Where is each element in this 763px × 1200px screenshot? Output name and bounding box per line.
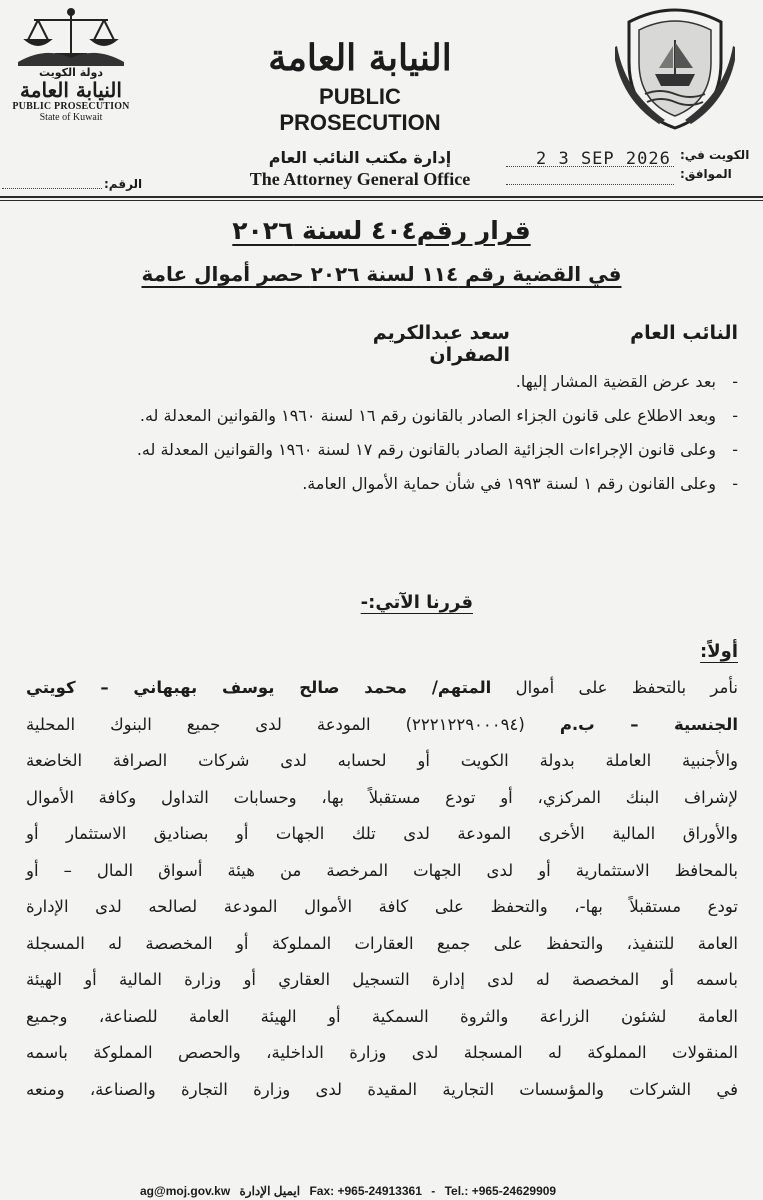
recital-item (60, 470, 738, 498)
date-line-2 (506, 184, 674, 185)
bullet-dash: - (732, 372, 738, 391)
body-text-plain: بالمحافظ الاستثمارية أو لدى الجهات المرخصة من هيئة أسواق المال – أو (26, 860, 738, 880)
recital-item (60, 402, 738, 430)
body-line (26, 999, 738, 1036)
body-text-plain: نأمر بالتحفظ على أموال (491, 678, 738, 697)
english-title: PUBLIC PROSECUTION (279, 84, 441, 135)
footer-email-label: ايميل الإدارة (239, 1184, 301, 1198)
recitals-list (60, 368, 738, 504)
corresponding-date-label: الموافق: (680, 167, 732, 181)
accused-name: المتهم/ محمد صالح يوسف بهبهاني – كويتي (26, 678, 492, 697)
footer-fax: Fax: +965-24913361 (309, 1184, 422, 1198)
accused-nationality: الجنسية – ب.م (559, 714, 738, 734)
kuwait-emblem-icon (615, 2, 735, 132)
body-text-plain: العامة للتنفيذ، والتحفظ على جميع العقارات المملوكة أو المخصصة له المسجلة (26, 933, 738, 953)
english-office: The Attorney General Office (249, 169, 471, 189)
recital-item (60, 436, 738, 464)
attorney-general-name: سعد عبدالكريم الصفران (372, 322, 510, 366)
body-line (26, 889, 738, 926)
body-text-plain: المنقولات المملوكة له المسجلة لدى وزارة الداخلية، والحصص المملوكة باسمه (26, 1043, 738, 1062)
body-line (26, 743, 738, 780)
body-line (26, 1035, 738, 1072)
bullet-dash: - (732, 406, 738, 425)
reference-line (2, 188, 102, 189)
bullet-dash: - (732, 474, 738, 493)
date-stamp: 2 3 SEP 2026 (536, 149, 671, 169)
logo-state-label: State of Kuwait (39, 112, 103, 123)
header-rule (0, 196, 763, 198)
body-text-plain: في الشركات والمؤسسات التجارية المقيدة لدى وزارة التجارة والصناعة، ومنعه (26, 1079, 738, 1099)
body-text-plain: (٢٢٢١٢٢٩٠٠٠٩٤) المودعة لدى جميع البنوك المحلية (26, 714, 560, 734)
footer-email[interactable]: ag@moj.gov.kw (140, 1184, 231, 1198)
body-line (26, 1072, 738, 1109)
recital-text: بعد عرض القضية المشار إليها. (515, 372, 716, 391)
reference-label: الرقم: (104, 177, 143, 191)
header-rule-thin (0, 200, 763, 201)
logo-english-label: PUBLIC PROSECUTION (12, 101, 130, 112)
body-text-plain: العامة لشئون الزراعة والثروة السمكية أو الهيئة العامة للصناعة، وجميع (26, 1006, 738, 1026)
arabic-title: النيابة العامة (268, 37, 452, 79)
body-text-plain: والأجنبية العاملة بدولة الكويت أو لحسابه لدى شركات الصرافة الخاضعة (26, 751, 738, 770)
letterhead-center (240, 36, 480, 190)
prosecution-logo (6, 6, 136, 156)
decision-body (26, 670, 738, 1108)
body-text-plain: والأوراق المالية الأخرى المودعة لدى تلك الجهات أو بصناديق الاستثمار أو (26, 824, 738, 843)
body-line (26, 707, 738, 744)
recital-text: وعلى قانون الإجراءات الجزائية الصادر بالقانون رقم ١٧ لسنة ١٩٦٠ والقوانين المعدلة له. (136, 440, 716, 459)
recital-item (60, 368, 738, 396)
body-line (26, 816, 738, 853)
body-line (26, 962, 738, 999)
logo-country-label: دولة الكويت (38, 66, 104, 79)
body-line (26, 853, 738, 890)
first-heading: أولاً: (700, 641, 738, 662)
footer-separator: - (431, 1184, 436, 1198)
decided-heading: قررنا الآتي:- (360, 592, 473, 613)
arabic-office: إدارة مكتب النائب العام (268, 148, 452, 167)
footer-tel: Tel.: +965-24629909 (444, 1184, 557, 1198)
attorney-general-title: النائب العام (630, 322, 738, 344)
recital-text: وعلى القانون رقم ١ لسنة ١٩٩٣ في شأن حماية الأموال العامة. (302, 474, 716, 493)
recital-text: وبعد الاطلاع على قانون الجزاء الصادر بالقانون رقم ١٦ لسنة ١٩٦٠ والقوانين المعدلة له. (139, 406, 716, 425)
contact-footer (140, 1184, 562, 1198)
body-line (26, 670, 738, 707)
body-line (26, 780, 738, 817)
body-line (26, 926, 738, 963)
body-text-plain: تودع مستقبلاً بها-، والتحفظ على كافة الأموال المودعة لصالحه لدى الإدارة (26, 897, 738, 916)
decision-title: قرار رقم٤٠٤ لسنة ٢٠٢٦ (232, 216, 531, 245)
kuwait-date-label: الكويت في: (680, 148, 750, 162)
case-line: في القضية رقم ١١٤ لسنة ٢٠٢٦ حصر أموال عامة (141, 262, 622, 286)
body-text-plain: لإشراف البنك المركزي، أو تودع مستقبلاً بها، وحسابات التداول وكافة الأموال (26, 787, 738, 807)
logo-arabic-label: النيابة العامة (20, 78, 122, 102)
body-text-plain: باسمه أو المخصصة له لدى إدارة التسجيل العقاري أو وزارة المالية أو الهيئة (26, 970, 738, 989)
bullet-dash: - (732, 440, 738, 459)
scales-of-justice-icon (16, 6, 126, 68)
